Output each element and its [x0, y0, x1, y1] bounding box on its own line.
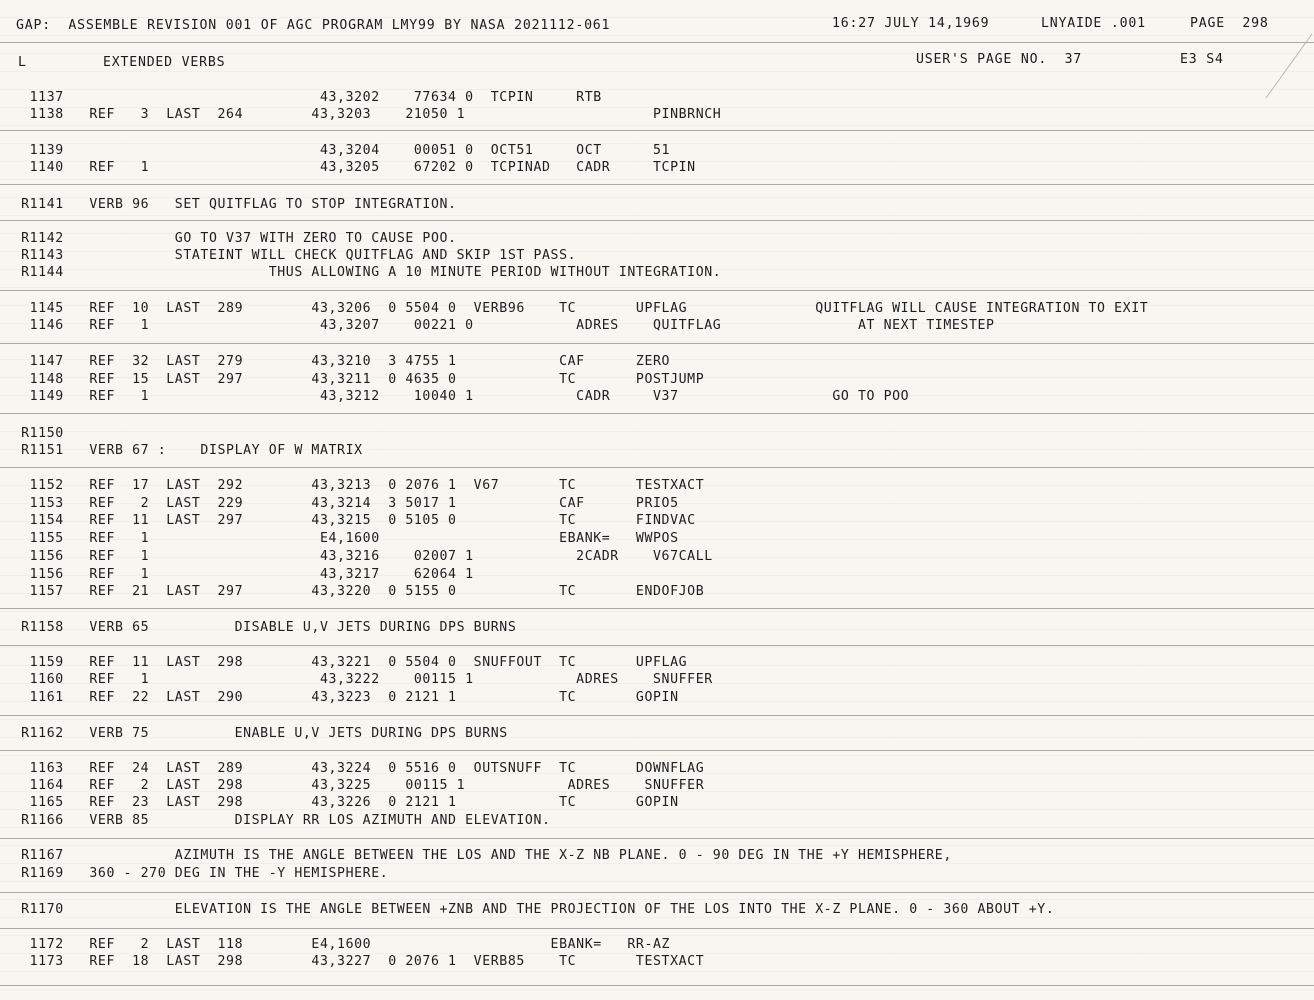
listing-line: 1160 REF 1 43,3222 00115 1 ADRES SNUFFER — [4, 672, 713, 687]
listing-line: 1139 43,3204 00051 0 OCT51 OCT 51 — [4, 143, 671, 158]
listing-line: R1151 VERB 67 : DISPLAY OF W MATRIX — [4, 443, 363, 458]
listing-line: 1138 REF 3 LAST 264 43,3203 21050 1 PINBRNCH — [4, 107, 722, 122]
listing-line: 1163 REF 24 LAST 289 43,3224 0 5516 0 OUTSNUFF TC DOWNFLAG — [4, 761, 705, 776]
rule-line — [0, 985, 1314, 986]
listing-line: 1165 REF 23 LAST 298 43,3226 0 2121 1 TC GOPIN — [4, 795, 679, 810]
rule-line — [0, 838, 1314, 839]
listing-line: 1147 REF 32 LAST 279 43,3210 3 4755 1 CAF ZERO — [4, 354, 671, 369]
section-code: E3 S4 — [1180, 52, 1224, 67]
rule-line — [0, 343, 1314, 344]
rule-line — [0, 467, 1314, 468]
rule-line — [0, 130, 1314, 131]
rule-line — [0, 715, 1314, 716]
listing-line: 1149 REF 1 43,3212 10040 1 CADR V37 GO TO POO — [4, 389, 910, 404]
listing-line: R1142 GO TO V37 WITH ZERO TO CAUSE POO. — [4, 231, 457, 246]
listing-line: 1137 43,3202 77634 0 TCPIN RTB — [4, 90, 602, 105]
section-title: EXTENDED VERBS — [103, 55, 226, 70]
listing-line: 1152 REF 17 LAST 292 43,3213 0 2076 1 V67 TC TESTXACT — [4, 478, 705, 493]
rule-line — [0, 892, 1314, 893]
listing-line: 1156 REF 1 43,3217 62064 1 — [4, 567, 474, 582]
listing-line: 1156 REF 1 43,3216 02007 1 2CADR V67CALL — [4, 549, 713, 564]
rule-line — [0, 413, 1314, 414]
listing-line: 1173 REF 18 LAST 298 43,3227 0 2076 1 VERB85 TC TESTXACT — [4, 954, 705, 969]
listing-line: R1150 — [4, 426, 64, 441]
listing-line: R1141 VERB 96 SET QUITFLAG TO STOP INTEGRATION. — [4, 197, 457, 212]
listing-line: R1166 VERB 85 DISPLAY RR LOS AZIMUTH AND ELEVATION. — [4, 813, 551, 828]
listing-line: R1169 360 - 270 DEG IN THE -Y HEMISPHERE. — [4, 866, 389, 881]
listing-line: 1146 REF 1 43,3207 00221 0 ADRES QUITFLAG AT NEXT TIMESTEP — [4, 318, 995, 333]
listing-line: 1140 REF 1 43,3205 67202 0 TCPINAD CADR TCPIN — [4, 160, 696, 175]
rule-line — [0, 608, 1314, 609]
listing-line: 1148 REF 15 LAST 297 43,3211 0 4635 0 TC POSTJUMP — [4, 372, 705, 387]
rule-line — [0, 750, 1314, 751]
pencil-mark-icon — [1262, 26, 1314, 106]
assembly-header: GAP: ASSEMBLE REVISION 001 OF AGC PROGRAM LMY99 BY NASA 2021112-061 — [16, 18, 611, 33]
listing-line: 1161 REF 22 LAST 290 43,3223 0 2121 1 TC GOPIN — [4, 690, 679, 705]
listing-line: 1145 REF 10 LAST 289 43,3206 0 5504 0 VERB96 TC UPFLAG QUITFLAG WILL CAUSE INTEGRATION TO EXIT — [4, 301, 1149, 316]
header-page: PAGE 298 — [1190, 16, 1269, 31]
header-datetime: 16:27 JULY 14,1969 — [832, 16, 990, 31]
section-letter: L — [18, 55, 27, 70]
listing-line: 1154 REF 11 LAST 297 43,3215 0 5105 0 TC FINDVAC — [4, 513, 696, 528]
listing-line: 1159 REF 11 LAST 298 43,3221 0 5504 0 SNUFFOUT TC UPFLAG — [4, 655, 688, 670]
header-user: LNYAIDE .001 — [1041, 16, 1146, 31]
listing-line: R1162 VERB 75 ENABLE U,V JETS DURING DPS BURNS — [4, 726, 508, 741]
listing-line: R1170 ELEVATION IS THE ANGLE BETWEEN +ZNB AND THE PROJECTION OF THE LOS INTO THE X-Z PLANE. 0 - 360 ABOUT +Y. — [4, 902, 1055, 917]
rule-line — [0, 645, 1314, 646]
rule-line — [0, 184, 1314, 185]
rule-line — [0, 42, 1314, 43]
listing-line: 1155 REF 1 E4,1600 EBANK= WWPOS — [4, 531, 679, 546]
listing-line: 1172 REF 2 LAST 118 E4,1600 EBANK= RR-AZ — [4, 937, 671, 952]
listing-line: R1167 AZIMUTH IS THE ANGLE BETWEEN THE LOS AND THE X-Z NB PLANE. 0 - 90 DEG IN THE +Y HEMISPHERE, — [4, 848, 952, 863]
listing-line: R1143 STATEINT WILL CHECK QUITFLAG AND SKIP 1ST PASS. — [4, 248, 577, 263]
rule-line — [0, 290, 1314, 291]
listing-line: 1157 REF 21 LAST 297 43,3220 0 5155 0 TC ENDOFJOB — [4, 584, 705, 599]
rule-line — [0, 220, 1314, 221]
listing-line: R1158 VERB 65 DISABLE U,V JETS DURING DPS BURNS — [4, 620, 517, 635]
rule-line — [0, 928, 1314, 929]
listing-line: 1153 REF 2 LAST 229 43,3214 3 5017 1 CAF PRIO5 — [4, 496, 679, 511]
users-page-number: USER'S PAGE NO. 37 — [916, 52, 1083, 67]
listing-line: R1144 THUS ALLOWING A 10 MINUTE PERIOD WITHOUT INTEGRATION. — [4, 265, 722, 280]
listing-line: 1164 REF 2 LAST 298 43,3225 00115 1 ADRES SNUFFER — [4, 778, 705, 793]
